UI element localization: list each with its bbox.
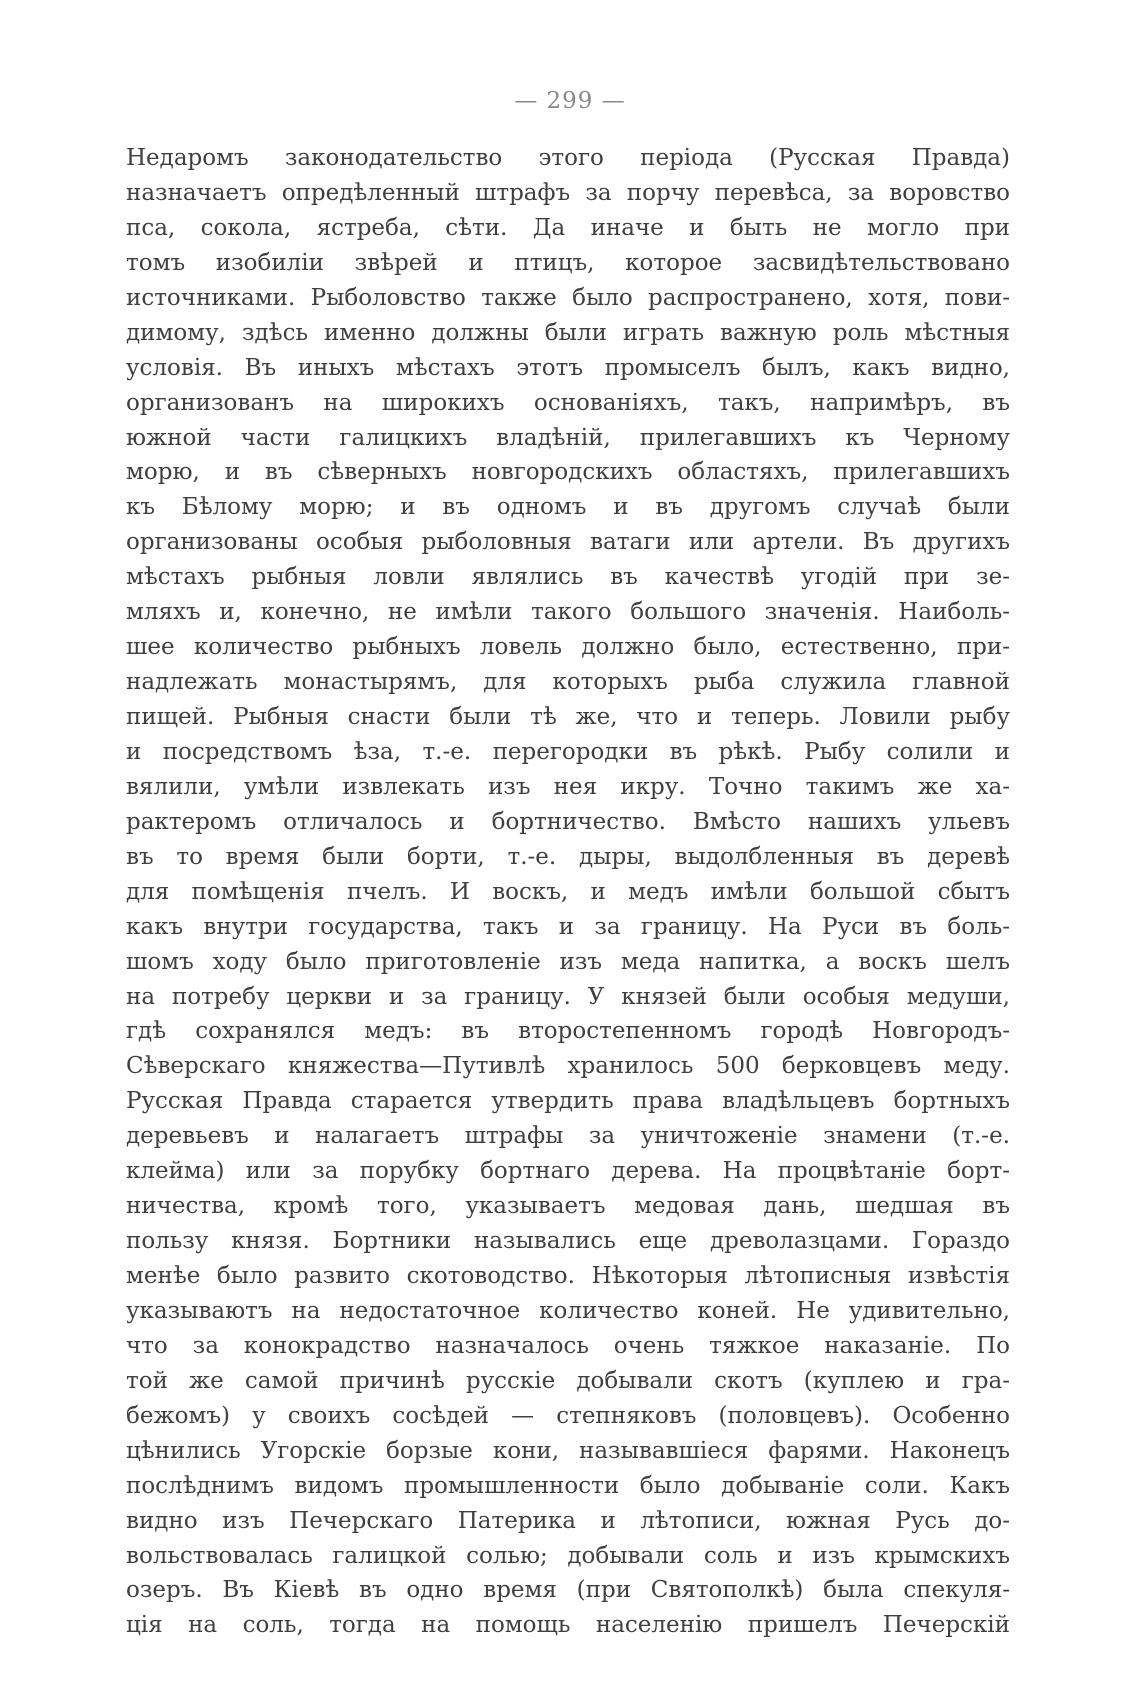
text-line: той же самой причинѣ русскіе добывали скотъ (куплею и гра- bbox=[126, 1367, 1010, 1394]
text-line: шомъ ходу было приготовленіе изъ меда напитка, а воскъ шелъ bbox=[126, 948, 1010, 975]
text-line: димому, здѣсь именно должны были играть важную роль мѣстныя bbox=[126, 319, 1010, 346]
text-line: въ то время были борти, т.-е. дыры, выдолбленныя въ деревѣ bbox=[126, 843, 1010, 870]
text-line: условія. Въ иныхъ мѣстахъ этотъ промыселъ былъ, какъ видно, bbox=[126, 354, 1010, 381]
text-line: шее количество рыбныхъ ловель должно было, естественно, при- bbox=[126, 634, 1010, 661]
text-line: назначаетъ опредѣленный штрафъ за порчу перевѣса, за воровство bbox=[126, 179, 1010, 206]
text-line: къ Бѣлому морю; и въ одномъ и въ другомъ случаѣ были bbox=[126, 494, 1010, 521]
text-line: мѣстахъ рыбныя ловли являлись въ качествѣ угодій при зе- bbox=[126, 564, 1010, 591]
text-line: организованы особыя рыболовныя ватаги или артели. Въ другихъ bbox=[126, 529, 1010, 556]
text-line: ничества, кромѣ того, указываетъ медовая дань, шедшая въ bbox=[126, 1193, 1010, 1220]
text-line: организованъ на широкихъ основаніяхъ, такъ, напримѣръ, въ bbox=[126, 389, 1010, 416]
text-line: послѣднимъ видомъ промышленности было добываніе соли. Какъ bbox=[126, 1472, 1010, 1499]
text-line: пользу князя. Бортники назывались еще древолазцами. Гораздо bbox=[126, 1228, 1010, 1255]
text-line: надлежать монастырямъ, для которыхъ рыба служила главной bbox=[126, 669, 1010, 696]
text-line: источниками. Рыболовство также было распространено, хотя, пови- bbox=[126, 284, 1010, 311]
page-number: — 299 — bbox=[514, 88, 626, 114]
text-line: Сѣверскаго княжества—Путивлѣ хранилось 500 берковцевъ меду. bbox=[126, 1053, 1010, 1080]
text-line: рактеромъ отличалось и бортничество. Вмѣсто нашихъ ульевъ bbox=[126, 808, 1010, 835]
text-line: ція на соль, тогда на помощь населенію пришелъ Печерскій bbox=[126, 1612, 1010, 1639]
text-line: клейма) или за порубку бортнаго дерева. На процвѣтаніе борт- bbox=[126, 1158, 1010, 1185]
text-line: гдѣ сохранялся медъ: въ второстепенномъ городѣ Новгородъ- bbox=[126, 1018, 1010, 1045]
text-line: для помѣщенія пчелъ. И воскъ, и медъ имѣли большой сбытъ bbox=[126, 878, 1010, 905]
text-line: томъ изобиліи звѣрей и птицъ, которое засвидѣтельствовано bbox=[126, 249, 1010, 276]
text-line: бежомъ) у своихъ сосѣдей — степняковъ (половцевъ). Особенно bbox=[126, 1402, 1010, 1429]
text-line: указываютъ на недостаточное количество коней. Не удивительно, bbox=[126, 1297, 1010, 1324]
text-line: что за конокрадство назначалось очень тяжкое наказаніе. По bbox=[126, 1332, 1010, 1359]
text-line: вольствовалась галицкой солью; добывали соль и изъ крымскихъ bbox=[126, 1542, 1010, 1569]
text-line: озеръ. Въ Кіевѣ въ одно время (при Святополкѣ) была спекуля- bbox=[126, 1577, 1010, 1604]
text-line: мляхъ и, конечно, не имѣли такого большого значенія. Наиболь- bbox=[126, 599, 1010, 626]
text-line: пищей. Рыбныя снасти были тѣ же, что и теперь. Ловили рыбу bbox=[126, 704, 1010, 730]
text-line: деревьевъ и налагаетъ штрафы за уничтоженіе знамени (т.-е. bbox=[126, 1123, 1010, 1150]
text-line: и посредствомъ ѣза, т.-е. перегородки въ рѣкѣ. Рыбу солили и bbox=[126, 738, 1010, 765]
text-line: южной части галицкихъ владѣній, прилегавшихъ къ Черному bbox=[126, 424, 1010, 451]
text-line: менѣе было развито скотоводство. Нѣкоторыя лѣтописныя извѣстія bbox=[126, 1263, 1010, 1289]
text-line: видно изъ Печерскаго Патерика и лѣтописи, южная Русь до- bbox=[126, 1507, 1010, 1534]
text-line: какъ внутри государства, такъ и за границу. На Руси въ боль- bbox=[126, 913, 1010, 940]
text-line: Недаромъ законодательство этого періода (Русская Правда) bbox=[126, 145, 1010, 171]
text-line: на потребу церкви и за границу. У князей были особыя медуши, bbox=[126, 983, 1010, 1010]
text-line: Русская Правда старается утвердить права владѣльцевъ бортныхъ bbox=[126, 1088, 1010, 1115]
text-line: пса, сокола, ястреба, сѣти. Да иначе и быть не могло при bbox=[126, 214, 1010, 241]
text-line: вялили, умѣли извлекать изъ нея икру. Точно такимъ же ха- bbox=[126, 773, 1010, 800]
text-line: морю, и въ сѣверныхъ новгородскихъ областяхъ, прилегавшихъ bbox=[126, 459, 1010, 486]
text-line: цѣнились Угорскіе борзые кони, называвшіеся фарями. Наконецъ bbox=[126, 1437, 1010, 1464]
body-text bbox=[126, 141, 1010, 1643]
